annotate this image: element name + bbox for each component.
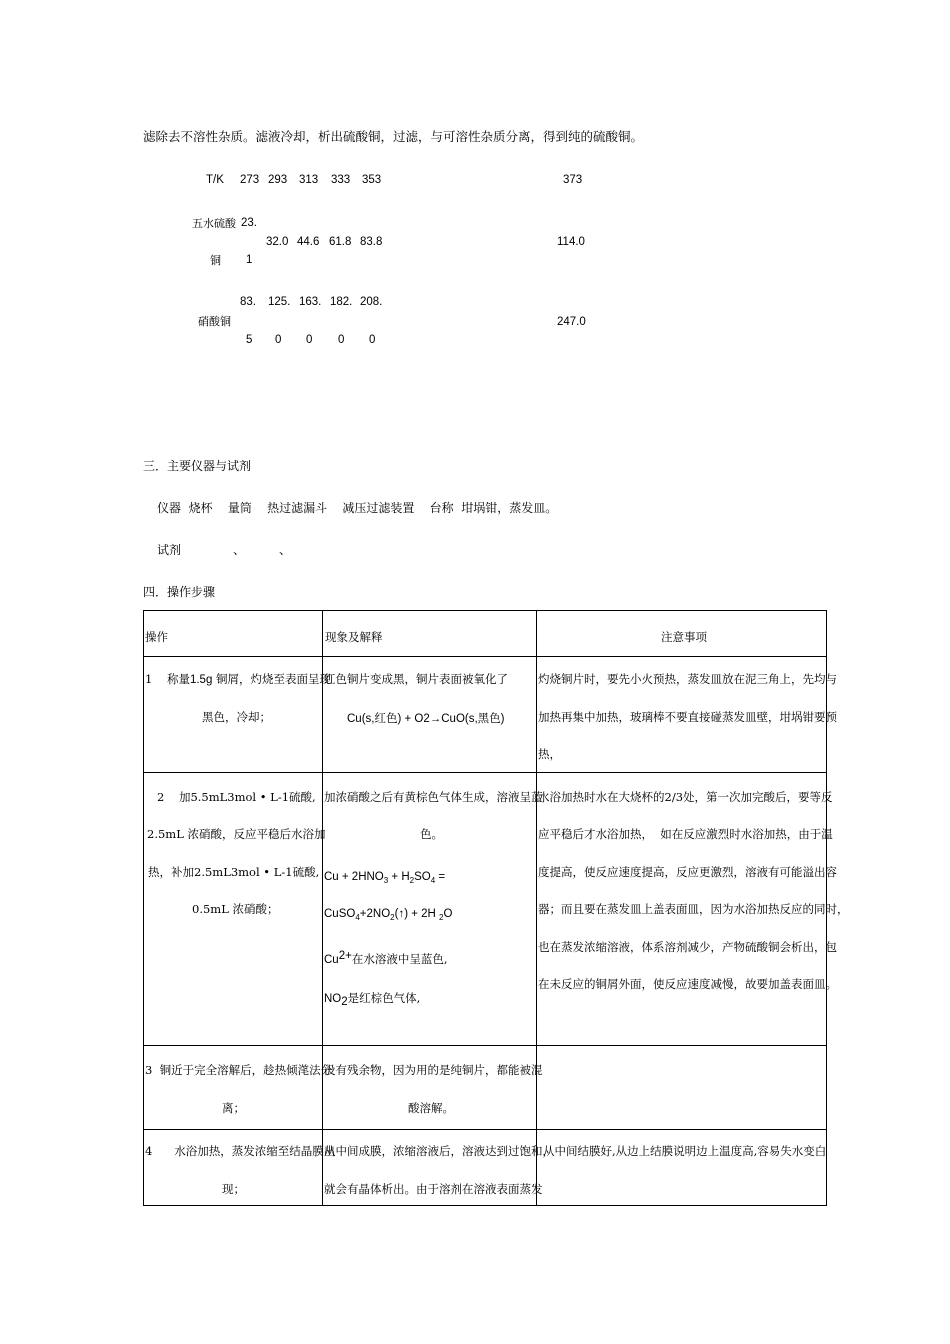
row2-operation: 热，补加2.5mL3mol • L-1硫酸, bbox=[148, 865, 320, 879]
intro-text: 滤除去不溶性杂质。滤液冷却，析出硫酸铜，过滤，与可溶性杂质分离，得到纯的硫酸铜。 bbox=[143, 129, 644, 144]
temp-cell: 313 bbox=[299, 174, 319, 186]
cuso4-value: 44.6 bbox=[297, 236, 320, 248]
cuno3-value: 182. bbox=[330, 296, 353, 308]
row2-note: 水浴加热时水在大烧杯的2/3处，第一次加完酸后，要等反 bbox=[538, 790, 833, 804]
cuno3-value: 5 bbox=[246, 334, 253, 346]
row-divider bbox=[144, 656, 826, 657]
column-divider bbox=[322, 611, 323, 1205]
cuso4-label-2: 铜 bbox=[210, 254, 221, 267]
row4-operation: 4 水浴加热，蒸发浓缩至结晶膜出 bbox=[145, 1144, 336, 1158]
row2-note: 度提高，使反应速度提高，反应更激烈，溶液有可能溢出容 bbox=[538, 865, 837, 879]
row2-note: 也在蒸发浓缩溶液，体系溶剂减少，产物硫酸铜会析出，包 bbox=[538, 940, 837, 954]
row4-phenomenon: 就会有晶体析出。由于溶剂在溶液表面蒸发 bbox=[324, 1182, 543, 1196]
row2-note: 应平稳后才水浴加热， 如在反应激烈时水浴加热，由于温 bbox=[538, 827, 833, 841]
row2-phenomenon: 色。 bbox=[420, 827, 443, 841]
cuno3-value: 0 bbox=[369, 334, 376, 346]
row3-phenomenon: 酸溶解。 bbox=[408, 1101, 454, 1115]
row1-note: 加热再集中加热，玻璃棒不要直接碰蒸发皿壁，坩埚钳要预 bbox=[538, 710, 837, 724]
row2-operation: 0.5mL 浓硝酸； bbox=[192, 902, 279, 916]
temp-cell: 273 bbox=[240, 174, 260, 186]
header-notes: 注意事项 bbox=[661, 630, 707, 644]
row4-phenomenon: 从中间成膜，浓缩溶液后，溶液达到过饱和， bbox=[324, 1144, 554, 1158]
cuno3-value: 208. bbox=[360, 296, 383, 308]
cuno3-value: 247.0 bbox=[557, 316, 586, 328]
cuso4-value: 83.8 bbox=[360, 236, 383, 248]
cuno3-value: 0 bbox=[275, 334, 282, 346]
row2-no2-note: $NO_2$是红棕色气体, bbox=[324, 991, 421, 1008]
row1-operation-cont: 黑色，冷却； bbox=[202, 710, 271, 724]
row4-operation: 现； bbox=[222, 1182, 245, 1196]
section3-title: 三．主要仪器与试剂 bbox=[143, 459, 252, 473]
section4-title: 四．操作步骤 bbox=[143, 585, 216, 599]
cuno3-value: 83. bbox=[240, 296, 256, 308]
cuso4-value: 32.0 bbox=[266, 236, 289, 248]
row2-ion-note: $Cu^{2+}$在水溶液中呈蓝色, bbox=[324, 950, 448, 966]
header-operation: 操作 bbox=[145, 630, 168, 644]
cuno3-value: 0 bbox=[306, 334, 313, 346]
cuno3-value: 125. bbox=[268, 296, 291, 308]
row2-note: 器；而且要在蒸发皿上盖表面皿，因为水浴加热反应的同时， bbox=[538, 902, 849, 916]
cuso4-value: 23. bbox=[241, 217, 257, 229]
cuso4-value: 114.0 bbox=[557, 236, 585, 248]
temp-cell: 293 bbox=[268, 174, 288, 186]
cuno3-label: 硝酸铜 bbox=[198, 315, 231, 328]
temp-cell: 333 bbox=[331, 174, 351, 186]
row-divider bbox=[144, 1045, 826, 1046]
cuno3-value: 0 bbox=[338, 334, 345, 346]
cuso4-value: 1 bbox=[246, 254, 253, 266]
cuno3-value: 163. bbox=[299, 296, 322, 308]
temp-cell: 373 bbox=[563, 174, 583, 186]
row1-operation: 1 称量1.5g 铜屑，灼烧至表面呈现 bbox=[145, 672, 331, 686]
header-phenomenon: 现象及解释 bbox=[325, 630, 383, 644]
reagents-separator: 、 bbox=[279, 543, 292, 557]
row1-phenomenon: 红色铜片变成黑，铜片表面被氧化了 bbox=[324, 672, 508, 686]
row-divider bbox=[144, 1129, 826, 1130]
row2-equation: $CuSO_4+2NO_2(↑) + 2H$ $_2$O bbox=[324, 908, 453, 922]
operations-table bbox=[143, 610, 849, 1206]
row1-note: 热， bbox=[538, 747, 561, 761]
reagents-label: 试剂 bbox=[157, 543, 182, 557]
cuso4-value: 61.8 bbox=[329, 236, 352, 248]
row2-operation: 2 加5.5mL3mol • L-1硫酸, bbox=[157, 790, 316, 804]
row2-operation: 2.5mL 浓硝酸，反应平稳后水浴加 bbox=[147, 827, 326, 841]
row2-note: 在未反应的铜屑外面，使反应速度减慢，故要加盖表面皿。 bbox=[538, 977, 837, 991]
reagents-separator: 、 bbox=[233, 543, 246, 557]
row3-operation: 离； bbox=[222, 1101, 245, 1115]
tk-label: T/K bbox=[206, 174, 224, 186]
row2-phenomenon: 加浓硝酸之后有黄棕色气体生成，溶液呈蓝 bbox=[324, 790, 543, 804]
row1-note: 灼烧铜片时，要先小火预热，蒸发皿放在泥三角上，先均与 bbox=[538, 672, 837, 686]
cuso4-label: 五水硫酸 bbox=[192, 217, 236, 230]
row3-phenomenon: 没有残余物，因为用的是纯铜片，都能被混 bbox=[324, 1063, 543, 1077]
row2-equation: $Cu + 2HNO_3 + H_2SO_4$ = bbox=[324, 871, 446, 885]
row4-note: 从中间结膜好,从边上结膜说明边上温度高,容易失水变白 bbox=[543, 1144, 827, 1158]
row3-operation: 3 铜近于完全溶解后，趁热倾滗法分 bbox=[145, 1063, 333, 1077]
row-divider bbox=[144, 772, 826, 773]
column-divider bbox=[536, 611, 537, 1205]
temp-cell: 353 bbox=[362, 174, 382, 186]
row1-equation: Cu(s,红色) + O2→CuO(s,黑色) bbox=[347, 713, 505, 725]
instruments-line: 仪器 烧杯 量筒 热过滤漏斗 减压过滤装置 台称 坩埚钳，蒸发皿。 bbox=[157, 501, 558, 515]
